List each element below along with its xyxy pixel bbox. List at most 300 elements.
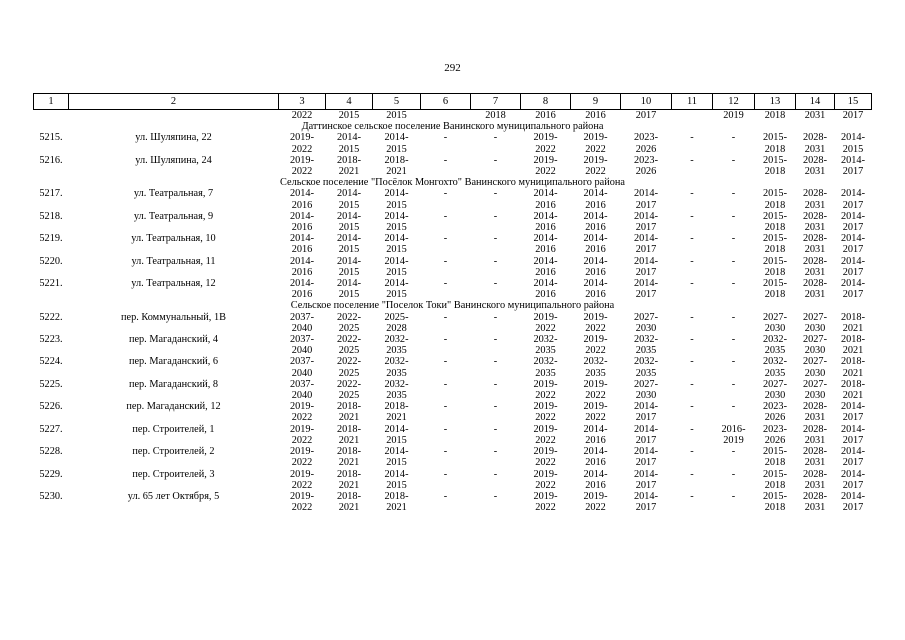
period-end: 2016	[291, 244, 313, 256]
period-cell	[373, 401, 421, 423]
period-end: 2017	[635, 199, 657, 211]
period-cell	[672, 334, 713, 356]
period-start: 2028-	[802, 401, 828, 413]
table-row	[34, 446, 872, 468]
period-end: 2017	[635, 222, 657, 234]
period-end: 2022	[585, 166, 606, 178]
period-start: -	[443, 490, 448, 502]
period-cell	[521, 401, 571, 423]
period-end: 2015	[386, 289, 407, 301]
period-cell	[279, 211, 326, 233]
registry-table-container	[33, 93, 871, 513]
period-cell	[279, 132, 326, 154]
period-end: 2022	[291, 412, 313, 424]
period-cell	[326, 256, 373, 278]
period-cell	[373, 132, 421, 154]
period-cell	[713, 155, 755, 177]
period-cell	[521, 233, 571, 255]
continued-cell: 2018	[764, 110, 786, 121]
row-number: 5230.	[39, 490, 63, 502]
period-start: 2019-	[533, 378, 558, 390]
period-start: 2018-	[384, 490, 409, 502]
period-cell	[571, 211, 621, 233]
period-cell	[326, 334, 373, 356]
period-start: -	[443, 311, 448, 323]
period-end: 2022	[535, 143, 556, 155]
period-cell	[713, 334, 755, 356]
period-cell	[796, 334, 835, 356]
period-cell	[326, 233, 373, 255]
period-end: 2017	[842, 457, 864, 469]
period-start: -	[443, 233, 448, 245]
period-cell	[835, 379, 872, 401]
period-start: -	[731, 233, 736, 245]
period-end: 2018	[764, 143, 786, 155]
period-cell	[471, 188, 521, 210]
continued-cell: 2017	[842, 110, 864, 121]
period-end	[473, 222, 519, 233]
period-cell	[326, 132, 373, 154]
period-start: 2028-	[802, 468, 828, 480]
period-cell	[713, 379, 755, 401]
continued-cell	[69, 110, 279, 122]
period-cell	[672, 312, 713, 334]
period-start: 2018-	[336, 423, 362, 435]
period-start: 2014-	[384, 210, 409, 222]
period-cell	[571, 446, 621, 468]
address-cell: ул. Театральная, 9	[133, 210, 214, 222]
period-end	[715, 289, 753, 300]
period-cell	[279, 401, 326, 423]
period-cell	[835, 424, 872, 446]
period-start: 2028-	[802, 490, 828, 502]
column-header-11: 11	[672, 94, 713, 110]
period-start: 2018-	[336, 468, 362, 480]
period-start: 2014-	[384, 446, 409, 458]
section-title: Даттинское сельское поселение Ванинского муниципального района	[301, 121, 604, 133]
table-row	[34, 424, 872, 446]
period-cell	[621, 491, 672, 513]
period-cell	[755, 446, 796, 468]
period-cell	[421, 356, 471, 378]
period-end: 2031	[804, 289, 826, 301]
period-end: 2017	[635, 289, 657, 301]
period-start: 2019-	[533, 154, 558, 166]
period-start: 2027-	[762, 311, 788, 323]
period-end: 2022	[585, 345, 606, 357]
period-start: -	[443, 132, 448, 144]
period-start: 2019-	[289, 401, 315, 413]
period-end: 2035	[585, 367, 606, 379]
period-cell	[421, 155, 471, 177]
period-start: -	[493, 378, 498, 390]
period-end: 2017	[842, 434, 864, 446]
period-end: 2018	[764, 479, 786, 491]
page-number: 292	[444, 62, 461, 74]
period-cell	[326, 211, 373, 233]
period-end: 2030	[764, 390, 786, 402]
period-end	[473, 390, 519, 401]
period-start: 2019-	[533, 490, 558, 502]
period-cell	[621, 424, 672, 446]
period-end: 2028	[386, 322, 407, 334]
period-start: 2014-	[633, 188, 659, 200]
period-start: 2018-	[384, 401, 409, 413]
period-end: 2017	[842, 244, 864, 256]
period-cell	[373, 211, 421, 233]
period-start: -	[443, 255, 448, 267]
period-start: 2018-	[336, 154, 362, 166]
period-end: 2017	[635, 266, 657, 278]
period-start: 2014-	[633, 423, 659, 435]
column-header-12: 12	[713, 94, 755, 110]
period-start: 2014-	[840, 401, 866, 413]
period-cell	[571, 155, 621, 177]
period-cell	[713, 424, 755, 446]
period-start: 2028-	[802, 154, 828, 166]
period-start: 2028-	[802, 210, 828, 222]
row-number: 5226.	[39, 401, 63, 413]
period-end: 2021	[338, 434, 360, 446]
period-cell	[471, 424, 521, 446]
period-cell	[755, 256, 796, 278]
period-end: 2031	[804, 502, 826, 514]
period-start: 2014-	[840, 446, 866, 458]
period-cell	[672, 379, 713, 401]
period-end	[674, 480, 711, 491]
row-number: 5218.	[39, 210, 63, 222]
period-cell	[421, 233, 471, 255]
period-cell	[471, 334, 521, 356]
period-end: 2015	[386, 434, 407, 446]
period-cell	[835, 401, 872, 423]
period-end: 2021	[386, 166, 407, 178]
period-cell	[713, 278, 755, 300]
period-end	[423, 222, 469, 233]
period-start: -	[690, 378, 694, 390]
period-start: 2019-	[533, 132, 558, 144]
period-start: 2014-	[840, 490, 866, 502]
period-end: 2035	[386, 345, 407, 357]
period-start: 2019-	[583, 132, 608, 144]
period-cell	[621, 155, 672, 177]
period-cell	[672, 155, 713, 177]
period-start: 2014-	[384, 255, 409, 267]
period-cell	[471, 155, 521, 177]
period-start: 2014-	[289, 255, 315, 267]
period-cell	[713, 211, 755, 233]
period-cell	[755, 491, 796, 513]
period-start: 2019-	[289, 132, 315, 144]
period-end: 2026	[635, 166, 657, 178]
period-end	[715, 200, 753, 211]
period-cell	[571, 491, 621, 513]
period-cell	[521, 446, 571, 468]
period-start: -	[690, 468, 694, 480]
period-cell	[326, 188, 373, 210]
period-start: -	[690, 356, 694, 368]
period-cell	[621, 469, 672, 491]
period-cell	[713, 256, 755, 278]
period-end: 2025	[338, 322, 360, 334]
period-start: -	[493, 233, 498, 245]
period-cell	[672, 132, 713, 154]
period-cell	[835, 469, 872, 491]
period-cell	[521, 256, 571, 278]
period-start: 2019-	[533, 423, 558, 435]
period-end: 2015	[386, 222, 407, 234]
period-cell	[279, 334, 326, 356]
period-cell	[521, 278, 571, 300]
period-start: 2014-	[336, 233, 362, 245]
period-cell	[571, 469, 621, 491]
period-cell	[326, 424, 373, 446]
period-end: 2016	[585, 479, 606, 491]
period-cell	[571, 256, 621, 278]
period-start: 2015-	[762, 188, 788, 200]
period-cell	[279, 469, 326, 491]
period-cell	[621, 401, 672, 423]
column-header-7: 7	[471, 94, 521, 110]
period-start: -	[731, 311, 736, 323]
period-start: -	[690, 446, 694, 458]
period-cell	[421, 491, 471, 513]
period-start: 2018-	[336, 490, 362, 502]
period-start: 2027-	[802, 334, 828, 346]
period-cell	[835, 256, 872, 278]
period-start: -	[493, 188, 498, 200]
column-header-6: 6	[421, 94, 471, 110]
period-end: 2022	[535, 457, 556, 469]
period-end: 2025	[338, 390, 360, 402]
address-cell: ул. Театральная, 11	[131, 255, 216, 267]
period-end	[715, 267, 753, 278]
period-start: 2019-	[583, 378, 608, 390]
period-start: 2014-	[336, 188, 362, 200]
period-start: 2019-	[533, 311, 558, 323]
table-row	[34, 211, 872, 233]
period-start: 2019-	[289, 154, 315, 166]
period-start: 2032-	[533, 334, 558, 346]
period-end: 2015	[338, 266, 360, 278]
period-cell	[373, 446, 421, 468]
period-cell	[521, 379, 571, 401]
period-end: 2015	[338, 199, 360, 211]
period-end	[473, 323, 519, 334]
period-cell	[471, 446, 521, 468]
period-start: -	[731, 132, 736, 144]
period-start: 2027-	[802, 378, 828, 390]
row-number: 5215.	[39, 132, 63, 144]
period-cell	[713, 188, 755, 210]
row-number: 5224.	[39, 356, 63, 368]
period-end	[473, 480, 519, 491]
column-header-3: 3	[279, 94, 326, 110]
continued-cell	[421, 110, 471, 122]
period-end	[473, 144, 519, 155]
table-row	[34, 155, 872, 177]
period-start: 2015-	[762, 154, 788, 166]
period-cell	[373, 233, 421, 255]
period-start: 2028-	[802, 132, 828, 144]
period-cell	[421, 132, 471, 154]
period-end: 2018	[764, 222, 786, 234]
address-cell: ул. Театральная, 12	[131, 278, 216, 290]
period-end: 2017	[635, 502, 657, 514]
period-cell	[796, 132, 835, 154]
column-header-10: 10	[621, 94, 672, 110]
period-cell	[835, 312, 872, 334]
column-header-5: 5	[373, 94, 421, 110]
row-number: 5229.	[39, 468, 63, 480]
continued-cell: 2016	[585, 110, 606, 121]
period-cell	[279, 155, 326, 177]
period-start: 2015-	[762, 233, 788, 245]
period-end: 2021	[386, 412, 407, 424]
period-start: -	[690, 132, 694, 144]
period-start: -	[731, 278, 736, 290]
period-start: 2032-	[762, 356, 788, 368]
period-start: 2014-	[633, 446, 659, 458]
period-start: 2028-	[802, 255, 828, 267]
table-row	[34, 469, 872, 491]
period-end: 2031	[804, 166, 826, 178]
period-end: 2015	[338, 289, 360, 301]
period-start: 2015-	[762, 255, 788, 267]
period-cell	[326, 312, 373, 334]
period-start: 2016-	[721, 423, 746, 435]
period-start: 2032-	[384, 378, 409, 390]
period-end	[423, 200, 469, 211]
column-header-2: 2	[69, 94, 279, 110]
period-end: 2022	[535, 412, 556, 424]
period-start: 2014-	[633, 278, 659, 290]
period-end	[473, 368, 519, 379]
period-start: 2015-	[762, 490, 788, 502]
period-cell	[672, 356, 713, 378]
period-end	[715, 457, 753, 468]
period-cell	[571, 233, 621, 255]
period-end: 2022	[585, 412, 606, 424]
period-cell	[279, 446, 326, 468]
period-start: 2019-	[583, 490, 608, 502]
period-end	[423, 166, 469, 177]
period-end: 2015	[338, 244, 360, 256]
period-cell	[521, 188, 571, 210]
period-start: -	[731, 154, 736, 166]
period-end: 2018	[764, 289, 786, 301]
period-end	[473, 166, 519, 177]
period-end: 2022	[291, 479, 313, 491]
period-start: 2032-	[762, 334, 788, 346]
period-start: 2037-	[289, 334, 315, 346]
period-cell	[521, 155, 571, 177]
period-end	[423, 368, 469, 379]
address-cell: пер. Магаданский, 8	[128, 378, 219, 390]
period-end: 2035	[635, 367, 657, 379]
period-end: 2022	[585, 502, 606, 514]
period-start: 2019-	[583, 401, 608, 413]
period-start: 2014-	[840, 423, 866, 435]
period-cell	[672, 278, 713, 300]
period-start: 2018-	[840, 356, 866, 368]
period-cell	[621, 211, 672, 233]
period-end: 2035	[386, 390, 407, 402]
period-cell	[796, 256, 835, 278]
period-start: -	[443, 378, 448, 390]
period-end	[674, 144, 711, 155]
period-end	[674, 390, 711, 401]
period-end: 2015	[386, 266, 407, 278]
period-cell	[796, 379, 835, 401]
period-start: -	[493, 154, 498, 166]
period-cell	[421, 188, 471, 210]
period-end	[423, 244, 469, 255]
period-cell	[571, 278, 621, 300]
address-cell: пер. Магаданский, 4	[128, 334, 219, 346]
period-start: 2019-	[289, 423, 315, 435]
period-start: -	[443, 334, 448, 346]
period-cell	[755, 211, 796, 233]
continued-cell: 2015	[338, 110, 360, 121]
period-end: 2017	[635, 457, 657, 469]
period-end	[473, 435, 519, 446]
period-end: 2031	[804, 222, 826, 234]
period-start: -	[493, 278, 498, 290]
period-cell	[471, 491, 521, 513]
period-end: 2040	[291, 345, 313, 357]
period-end: 2017	[842, 199, 864, 211]
period-end: 2022	[291, 502, 313, 514]
period-start: 2014-	[840, 233, 866, 245]
table-row	[34, 188, 872, 210]
period-start: 2018-	[840, 311, 866, 323]
period-start: -	[493, 334, 498, 346]
period-end: 2015	[842, 143, 864, 155]
row-number: 5216.	[39, 154, 63, 166]
period-start: 2014-	[583, 188, 608, 200]
period-cell	[755, 469, 796, 491]
period-cell	[471, 312, 521, 334]
period-start: -	[731, 188, 736, 200]
period-end: 2018	[764, 199, 786, 211]
period-cell	[421, 312, 471, 334]
period-start: -	[690, 423, 694, 435]
period-start: 2037-	[289, 311, 315, 323]
period-end: 2017	[842, 166, 864, 178]
period-end: 2017	[842, 289, 864, 301]
continued-cell: 2018	[485, 110, 506, 121]
period-end	[473, 200, 519, 211]
period-cell	[571, 424, 621, 446]
row-number: 5222.	[39, 311, 63, 323]
period-start: 2018-	[384, 154, 409, 166]
period-end	[715, 412, 753, 423]
period-cell	[713, 356, 755, 378]
period-end: 2018	[764, 502, 786, 514]
period-start: 2014-	[336, 278, 362, 290]
period-end: 2016	[535, 289, 556, 301]
period-end: 2015	[386, 457, 407, 469]
period-start: 2019-	[289, 490, 315, 502]
period-cell	[521, 312, 571, 334]
period-cell	[471, 256, 521, 278]
period-start: -	[731, 255, 736, 267]
period-start: 2022-	[336, 311, 362, 323]
period-start: 2027-	[802, 311, 828, 323]
period-cell	[521, 356, 571, 378]
period-start: -	[443, 356, 448, 368]
